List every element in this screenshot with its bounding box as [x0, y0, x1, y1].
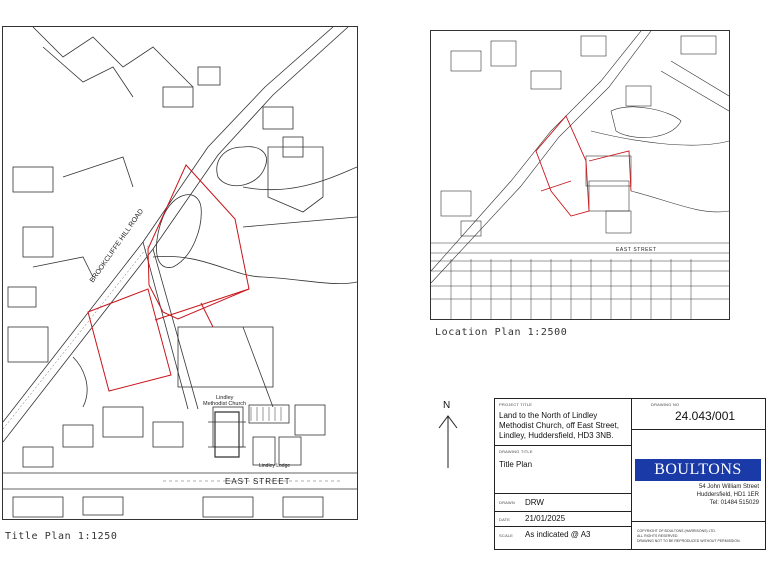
- lodge-label: Lindley Lodge: [259, 463, 291, 469]
- drawing-no-label: DRAWING NO: [651, 402, 680, 407]
- scale-label: SCALE: [499, 533, 514, 538]
- address-line-2: Huddersfield, HD1 1ER: [696, 492, 759, 498]
- title-block: [494, 398, 766, 550]
- drawing-title: Title Plan: [499, 460, 533, 469]
- project-title-label: PROJECT TITLE: [499, 402, 533, 407]
- location-plan-drawing: [431, 31, 729, 319]
- title-plan-caption: Title Plan 1:1250: [5, 531, 118, 542]
- scale-value: As indicated @ A3: [525, 530, 591, 539]
- church-label: Lindley: [216, 395, 234, 401]
- phone: Tel: 01484 515029: [709, 500, 759, 506]
- east-street-label: EAST STREET: [225, 477, 291, 486]
- location-road-label: EAST STREET: [616, 247, 657, 253]
- north-label: N: [443, 400, 451, 411]
- copyright-line-2: ALL RIGHTS RESERVED.: [637, 534, 679, 538]
- location-plan-map: [430, 30, 730, 320]
- drawing-no: 24.043/001: [675, 409, 736, 423]
- location-plan-caption: Location Plan 1:2500: [435, 327, 568, 338]
- copyright-line-3: DRAWING NOT TO BE REPRODUCED WITHOUT PERMISSION.: [637, 539, 741, 543]
- title-plan-drawing: [3, 27, 357, 519]
- copyright-line-1: COPYRIGHT OF BOULTONS (HARRISONS) LTD.: [637, 529, 716, 533]
- boultons-logo: BOULTONS: [635, 459, 761, 481]
- date-value: 21/01/2025: [525, 514, 566, 523]
- title-plan-map: [2, 26, 358, 520]
- date-label: DATE: [499, 517, 511, 522]
- brookcliffe-road-label: BROOKCLIFFE HILL ROAD: [88, 208, 146, 285]
- project-title: Land to the North of Lindley Methodist Church, off East Street, Lindley, Huddersfield, HD3 3NB.: [499, 411, 619, 440]
- drawn-label: DRAWN: [499, 500, 515, 505]
- drawn-value: DRW: [525, 498, 544, 507]
- drawing-title-label: DRAWING TITLE: [499, 449, 533, 454]
- address-line-1: 54 John William Street: [698, 484, 759, 490]
- church-label-2: Methodist Church: [203, 401, 247, 407]
- north-arrow-icon: [436, 400, 460, 470]
